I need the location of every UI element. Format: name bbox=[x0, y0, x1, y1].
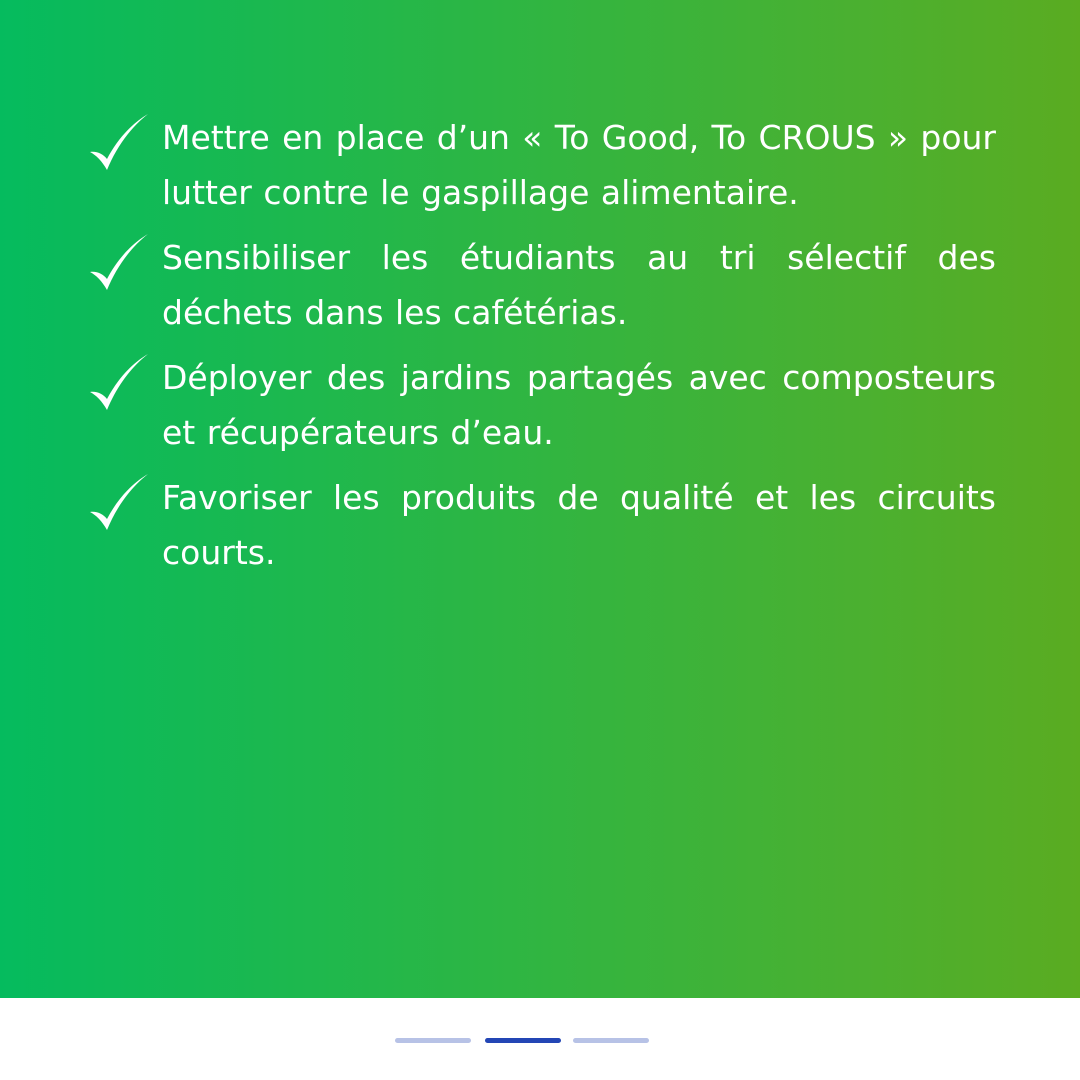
checkmark-icon bbox=[86, 230, 152, 298]
checklist bbox=[86, 110, 996, 580]
pagination-indicator-1[interactable] bbox=[395, 1038, 471, 1043]
checklist-item bbox=[86, 350, 996, 460]
checkmark-icon bbox=[86, 470, 152, 538]
checklist-item bbox=[86, 110, 996, 220]
checkmark-icon bbox=[86, 350, 152, 418]
checklist-item-text: Déployer des jardins partagés avec composteurs et récupérateurs d’eau. bbox=[162, 358, 996, 452]
pagination-indicator-3[interactable] bbox=[573, 1038, 649, 1043]
checklist-item bbox=[86, 230, 996, 340]
checkmark-icon bbox=[86, 110, 152, 178]
checklist-item bbox=[86, 470, 996, 580]
pagination-indicator-2[interactable] bbox=[485, 1038, 561, 1043]
carousel-pagination bbox=[395, 1038, 650, 1044]
checklist-item-text: Favoriser les produits de qualité et les circuits courts. bbox=[162, 478, 996, 572]
carousel-footer bbox=[0, 998, 1080, 1080]
checklist-item-text: Sensibiliser les étudiants au tri sélectif des déchets dans les cafétérias. bbox=[162, 238, 996, 332]
checklist-item-text: Mettre en place d’un « To Good, To CROUS » pour lutter contre le gaspillage alimentaire. bbox=[162, 118, 996, 212]
